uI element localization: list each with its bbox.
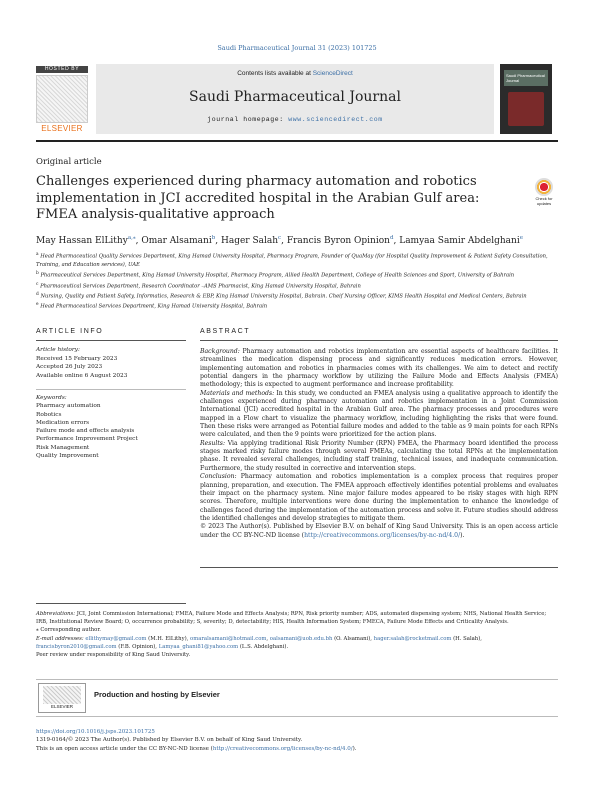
abstract-methods: Materials and methods: In this study, we conducted an FMEA analysis using a qualitative approach to identify the challenges experienced during pharmacy automation and robotics implementation in a Joint Commission International (JCI) accredited hospital in the Arabian Gulf area. The pharmacy processes and procedures were mapped in a Flow chart to visualize the pharmacy workflow, including highlighting the risks that were found. Then these risks were arranged as Potential failure modes and added to the table as 9 main points for each RPNs were calculated, and then the 9 points were prioritized for the action plans. — [200, 389, 559, 439]
bottom-meta — [36, 728, 558, 753]
cover-title: Saudi Pharmaceutical Journal — [506, 73, 545, 83]
check-updates-label: Check for updates — [535, 196, 553, 206]
author-link[interactable]: May Hassan ElLithy — [36, 236, 128, 246]
author-list: May Hassan ElLithy$^{a,⁎}$, Omar Alsamani$^b$, Hager Salah$^c$, Francis Byron Opinion$^d$, Lamyaa Samir Abdelghani$^e$ — [36, 235, 523, 246]
keyword: Quality Improvement — [36, 453, 99, 460]
footnotes — [36, 610, 558, 659]
keyword: Pharmacy automation — [36, 403, 101, 410]
production-text: Production and hosting by Elsevier — [94, 690, 220, 699]
homepage-link[interactable]: www.sciencedirect.com — [288, 116, 383, 123]
license-link[interactable]: http://creativecommons.org/licenses/by-nc-nd/4.0/ — [304, 531, 461, 539]
journal-citation-line[interactable]: Saudi Pharmaceutical Journal 31 (2023) 101725 — [217, 44, 377, 52]
keyword: Medication errors — [36, 419, 90, 426]
author-link[interactable]: Hager Salah — [220, 236, 279, 246]
keyword: Failure mode and effects analysis — [36, 428, 135, 435]
email-link[interactable]: hager.salah@rocketmail.com — [373, 635, 452, 642]
article-info-heading: ARTICLE INFO — [36, 328, 104, 335]
abstract-end-divider — [200, 567, 558, 568]
homepage-line: journal homepage: www.sciencedirect.com — [207, 116, 383, 123]
history-item: Available online 6 August 2023 — [36, 372, 128, 379]
license-link[interactable]: http://creativecommons.org/licenses/by-nc-nd/4.0/ — [212, 745, 353, 752]
elsevier-wordmark: ELSEVIER — [41, 124, 83, 133]
footnote-divider — [36, 603, 186, 604]
abstract-divider — [200, 340, 558, 341]
contents-line: Contents lists available at ScienceDirect — [237, 70, 353, 77]
abstract-copyright: © 2023 The Author(s). Published by Elsevier B.V. on behalf of King Saud University. This is an open access article under the CC BY-NC-ND license (http://creativecommons.org/licenses/by-nc-nd/4.0/). — [200, 523, 558, 539]
elsevier-tree-icon — [36, 75, 88, 123]
author-link[interactable]: Omar Alsamani — [141, 236, 212, 246]
author-link[interactable]: Lamyaa Samir Abdelghani — [399, 236, 520, 246]
affiliations — [36, 251, 558, 312]
affiliation-item: $^e$ Head Pharmaceutical Services Department, King Hamad University Hospital, Bahrain — [36, 302, 268, 311]
peer-review-note: Peer review under responsibility of King Saud University. — [36, 652, 191, 659]
affiliation-item: $^d$ Nursing, Quality and Patient Safety, Informatics, Research & EBP, King Hamad University Hospital, Bahrain. Cheif Nursing Officer, KIMS Health Hospital and Medical Centers, Bahrain — [36, 292, 527, 300]
elsevier-tree-icon — [43, 686, 81, 704]
abstract-conclusion: Conclusion: Pharmacy automation and robotics implementation is a complex process that requires proper planning, preparation, and execution. The FMEA approach effectively identifies potential problems and evaluates their impact on the pharmacy system. Nine major failure modes appeared to be risky stages with high RPN scores. Therefore, multiple interventions were done during the implementation to enhance the knowledge of challenges faced during the implementation of the automation process and solve it. Future studies should address the identified challenges and develop strategies to mitigate them. — [200, 473, 558, 522]
header-divider — [36, 140, 558, 142]
email-link[interactable]: oalsamani@uob.edu.bh — [269, 635, 333, 642]
keyword: Risk Management — [36, 444, 90, 451]
article-history: Article history: Received 15 February 2023 Accepted 26 July 2023 Available online 6 August 2023 — [36, 346, 186, 380]
open-access-line: This is an open access article under the CC BY-NC-ND license (http://creativecommons.org/licenses/by-nc-nd/4.0/). — [36, 745, 357, 752]
email-addresses: E-mail addresses: ellithymay@gmail.com (M.H. ElLithy), omaralsamani@hotmail.com, oalsamani@uob.edu.bh (O. Alsamani), hager.salah@rocketmail.com (H. Salah), francisbyron2010@gmail.com (F.B. Opinion), Lamyaa_ghani81@yahoo.com (L.S. Abdelghani). — [36, 635, 482, 650]
check-for-updates-button[interactable] — [531, 178, 557, 208]
article-type: Original article — [36, 157, 102, 167]
affiliation-item: $^a$ Head Pharmaceutical Quality Services Department, King Hamad University Hospital, Pharmacy Program, Founder of QuaMay (for Hospital Quality Improvement & Patient Safety Consultation, Training, and Education services), UAE — [36, 252, 548, 269]
issn-line: 1319-0164/© 2023 The Author(s). Published by Elsevier B.V. on behalf of King Saud University. — [36, 737, 303, 744]
hosted-by-logo — [36, 66, 88, 132]
journal-cover-image[interactable] — [500, 64, 552, 134]
history-divider — [36, 389, 186, 390]
author-link[interactable]: Francis Byron Opinion — [286, 236, 390, 246]
article-info-divider — [36, 340, 186, 341]
affiliation-item: $^c$ Pharmaceutical Services Department, Research Coordinator –AMS Pharmacist, King Hamad University Hospital, Bahrain — [36, 281, 361, 290]
keyword: Performance Improvement Project — [36, 436, 138, 443]
production-banner — [36, 679, 558, 717]
abstract-heading: ABSTRACT — [200, 328, 251, 335]
history-item: Received 15 February 2023 — [36, 355, 118, 362]
keyword: Robotics — [36, 411, 62, 418]
check-updates-icon — [535, 178, 553, 196]
abstract-body — [200, 348, 558, 540]
history-item: Accepted 26 July 2023 — [36, 364, 103, 370]
affiliation-item: $^b$ Pharmaceutical Services Department, King Hamad University Hospital, Pharmacy Program, Allied Health Department, College of Health Sciences and Sport, University of Bahrain — [36, 271, 515, 279]
keywords-list: Keywords: Pharmacy automation Robotics Medication errors Failure mode and effects analysis Performance Improvement Project Risk Management Quality Improvement — [36, 394, 186, 460]
abstract-background: Background: Pharmacy automation and robotics implementation are essential aspects of healthcare facilities. It streamlines the medication dispensing process and significantly reduces medication errors. However, implementing automation and robotics in pharmacies comes with its challenges. We aim to detect and rectify potential dangers in the pharmacy workflow by utilizing the Failure Mode and Effects Analysis (FMEA) methodology; this is expected to augment performance and increase profitability. — [200, 348, 558, 389]
email-link[interactable]: omaralsamani@hotmail.com — [190, 635, 267, 642]
journal-name: Saudi Pharmaceutical Journal — [189, 89, 401, 105]
doi-link[interactable]: https://doi.org/10.1016/j.jsps.2023.101725 — [36, 729, 155, 735]
journal-header-box — [96, 64, 494, 134]
abstract-results: Results: Via applying traditional Risk Priority Number (RPN) FMEA, the Pharmacy board identified the process stages marked risky failure modes through several FMEAs, calculating the total RPNs at the implementation phase. It revealed several challenges, including staff training, technical issues, and inadequate communication. Furthermore, the study resulted in corrective and intervention steps. — [200, 439, 558, 472]
hosted-by-label: HOSTED BY — [36, 66, 88, 73]
article-title: Challenges experienced during pharmacy automation and robotics implementation in JCI accredited hospital in the Arabian Gulf area: FMEA analysis-qualitative approach — [36, 174, 480, 222]
email-link[interactable]: Lamyaa_ghani81@yahoo.com — [158, 643, 239, 650]
sciencedirect-link[interactable]: ScienceDirect — [312, 70, 353, 77]
abbreviations: Abbreviations: JCI, Joint Commission International; FMEA, Failure Mode and Effects Analysis; RPN, Risk priority number; ADS, automated dispensing system; NHS, National Health Service; IRB, Institutional Review Board; O, occurrence probability; S, severity; D, detectability; HIS, Health Information System; FMECA, Failure Mode Effects and Criticality Analysis. — [36, 611, 547, 626]
email-link[interactable]: francisbyron2010@gmail.com — [36, 643, 117, 650]
corresponding-author: ⁎ Corresponding author. — [36, 627, 101, 634]
email-link[interactable]: ellithymay@gmail.com — [85, 635, 147, 642]
elsevier-logo[interactable]: ELSEVIER — [38, 683, 86, 713]
